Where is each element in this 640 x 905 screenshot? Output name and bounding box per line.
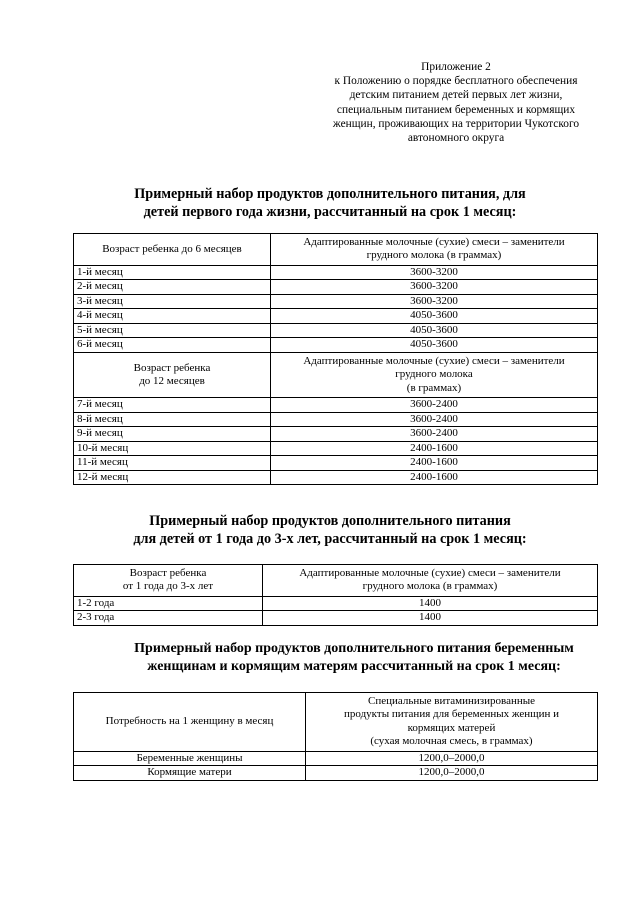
cell-amount: 4050-3600 xyxy=(271,309,598,324)
appendix-line: женщин, проживающих на территории Чукотского xyxy=(332,117,580,130)
header-text: кормящих матерей xyxy=(407,721,496,734)
cell-label: Кормящие матери xyxy=(74,766,306,781)
table-row xyxy=(74,323,598,338)
table-row xyxy=(74,280,598,295)
table-row xyxy=(74,766,598,781)
appendix-line: автономного округа xyxy=(407,132,505,145)
appendix-line: специальным питанием беременных и кормящих xyxy=(336,103,576,116)
header-text: грудного молока (в граммах) xyxy=(362,580,498,593)
header-text: Специальные витаминизированные xyxy=(367,695,535,707)
cell-amount: 3600-3200 xyxy=(271,280,598,295)
header-text: Адаптированные молочные (сухие) смеси – заменители xyxy=(299,567,561,579)
cell-label: Беременные женщины xyxy=(74,751,306,766)
appendix-line: Приложение 2 xyxy=(421,61,491,73)
table-row xyxy=(74,294,598,309)
cell-label: 12-й месяц xyxy=(74,470,271,485)
table-row xyxy=(74,441,598,456)
section1-title xyxy=(60,185,600,221)
cell-amount: 1200,0–2000,0 xyxy=(306,766,598,781)
cell-amount: 1400 xyxy=(263,596,598,611)
cell-amount: 1400 xyxy=(263,611,598,626)
header-text: грудного молока xyxy=(395,368,473,381)
header-text: Адаптированные молочные (сухие) смеси – заменители xyxy=(303,354,565,367)
cell-label: 10-й месяц xyxy=(74,441,271,456)
cell-label: 6-й месяц xyxy=(74,338,271,353)
table-row xyxy=(74,611,598,626)
section2-title xyxy=(60,512,600,548)
table-header-row xyxy=(74,234,598,266)
section3-title-line: Примерный набор продуктов дополнительного питания беременным xyxy=(134,641,574,656)
cell-amount: 1200,0–2000,0 xyxy=(306,751,598,766)
table-row xyxy=(74,456,598,471)
section1-title-line: детей первого года жизни, рассчитанный на срок 1 месяц: xyxy=(143,204,517,220)
cell-label: 7-й месяц xyxy=(74,398,271,413)
toddler-nutrition-table xyxy=(73,564,598,626)
table-row xyxy=(74,427,598,442)
cell-label: 2-3 года xyxy=(74,611,263,626)
header-text: Возраст ребенка xyxy=(133,361,211,374)
table-row xyxy=(74,751,598,766)
header-cell-amount xyxy=(263,565,598,597)
header-text: от 1 года до 3-х лет xyxy=(122,580,214,593)
header-cell-age xyxy=(74,352,271,397)
header-text: грудного молока (в граммах) xyxy=(366,249,502,262)
cell-label: 4-й месяц xyxy=(74,309,271,324)
header-cell-amount xyxy=(306,693,598,752)
appendix-line: к Положению о порядке бесплатного обеспечения xyxy=(334,75,578,88)
section2-title-line: для детей от 1 года до 3-х лет, рассчитанный на срок 1 месяц: xyxy=(133,531,527,547)
section3-title-line: женщинам и кормящим матерям рассчитанный на срок 1 месяц: xyxy=(147,659,561,674)
infant-nutrition-table xyxy=(73,233,598,485)
header-text: до 12 месяцев xyxy=(139,374,205,387)
table-row xyxy=(74,398,598,413)
table-row xyxy=(74,470,598,485)
table-row xyxy=(74,338,598,353)
cell-amount: 2400-1600 xyxy=(271,456,598,471)
header-cell-need xyxy=(74,693,306,752)
cell-amount: 3600-3200 xyxy=(271,294,598,309)
maternal-nutrition-table xyxy=(73,692,598,781)
header-text: Возраст ребенка до 6 месяцев xyxy=(102,242,242,255)
cell-label: 5-й месяц xyxy=(74,323,271,338)
header-cell-amount xyxy=(271,352,598,397)
table-row xyxy=(74,309,598,324)
table-header-row xyxy=(74,352,598,397)
cell-amount: 3600-3200 xyxy=(271,265,598,280)
cell-label: 11-й месяц xyxy=(74,456,271,471)
cell-label: 1-2 года xyxy=(74,596,263,611)
cell-amount: 3600-2400 xyxy=(271,412,598,427)
table-row xyxy=(74,412,598,427)
table-header-row xyxy=(74,565,598,597)
table-row xyxy=(74,596,598,611)
table-header-row xyxy=(74,693,598,752)
appendix-note xyxy=(300,60,612,145)
header-text: (сухая молочная смесь, в граммах) xyxy=(370,735,533,748)
cell-label: 2-й месяц xyxy=(74,280,271,295)
header-text: (в граммах) xyxy=(406,381,462,394)
cell-amount: 4050-3600 xyxy=(271,338,598,353)
cell-label: 8-й месяц xyxy=(74,412,271,427)
cell-label: 1-й месяц xyxy=(74,265,271,280)
header-text: Потребность на 1 женщину в месяц xyxy=(105,715,274,728)
table-row xyxy=(74,265,598,280)
header-text: Возраст ребенка xyxy=(129,567,207,579)
cell-amount: 3600-2400 xyxy=(271,427,598,442)
appendix-line: детским питанием детей первых лет жизни, xyxy=(349,89,563,102)
cell-amount: 2400-1600 xyxy=(271,441,598,456)
cell-amount: 2400-1600 xyxy=(271,470,598,485)
header-text: Адаптированные молочные (сухие) смеси – заменители xyxy=(303,236,565,248)
section1-title-line: Примерный набор продуктов дополнительного питания, для xyxy=(134,186,526,202)
header-text: продукты питания для беременных женщин и xyxy=(344,708,559,721)
cell-label: 9-й месяц xyxy=(74,427,271,442)
cell-label: 3-й месяц xyxy=(74,294,271,309)
section3-title xyxy=(64,640,640,676)
header-cell-amount xyxy=(271,234,598,266)
header-cell-age xyxy=(74,565,263,597)
cell-amount: 3600-2400 xyxy=(271,398,598,413)
header-cell-age xyxy=(74,234,271,266)
cell-amount: 4050-3600 xyxy=(271,323,598,338)
section2-title-line: Примерный набор продуктов дополнительного питания xyxy=(149,513,511,529)
